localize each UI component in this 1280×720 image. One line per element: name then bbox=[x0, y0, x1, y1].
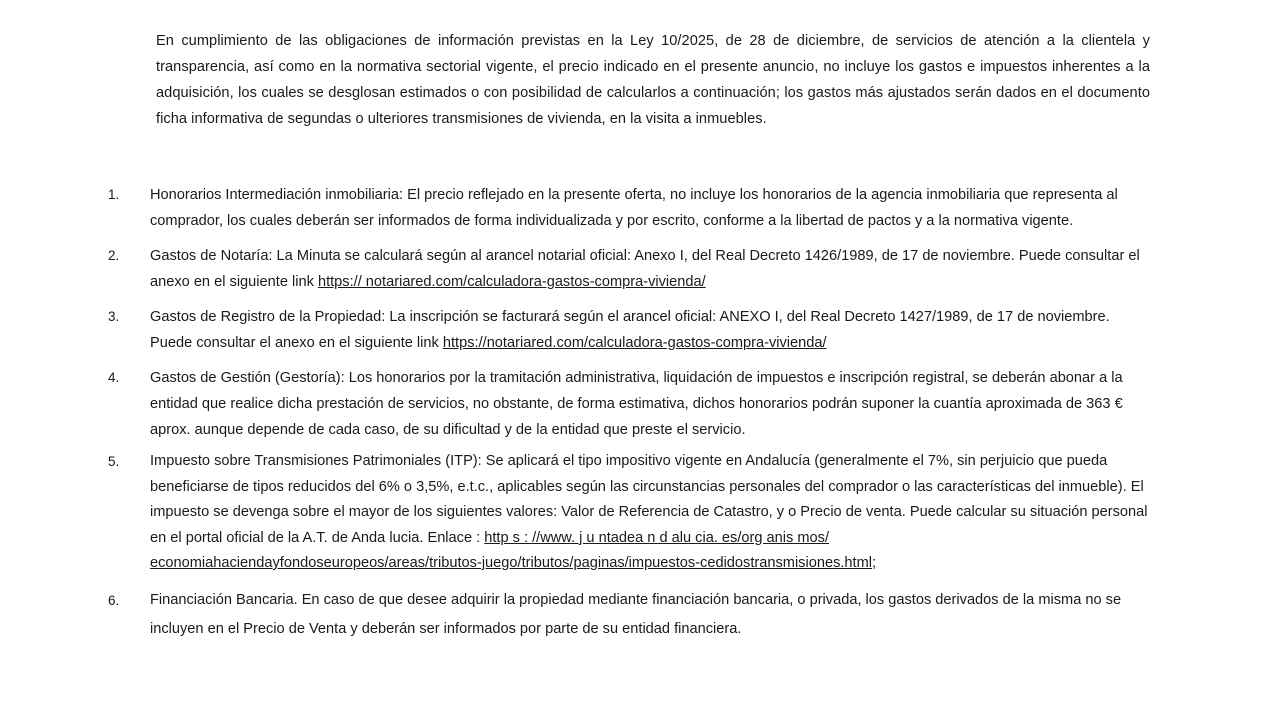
item-text: Financiación Bancaria. En caso de que desee adquirir la propiedad mediante financiación bancaria, o privada, los gastos derivados de la misma no se incluyen en el Precio de Venta y deberán ser informados por parte de su entidad financiera. bbox=[150, 591, 1122, 637]
list-item-property-registry bbox=[108, 304, 1150, 356]
registry-calculator-link[interactable]: https://notariared.com/calculadora-gastos-compra-vivienda/ bbox=[442, 335, 827, 351]
junta-andalucia-link[interactable]: http s : //www. j u ntadea n d alu cia. es/org anis mos/ economiahaciendayfondoseuropeos/areas/tributos-juego/tributos/paginas/impuestos-cedidostransmisiones.html bbox=[150, 529, 872, 571]
list-item-itp-tax bbox=[108, 449, 1150, 577]
expenses-list bbox=[108, 182, 1150, 644]
item-number: 6. bbox=[108, 592, 120, 608]
item-number: 1. bbox=[108, 187, 120, 202]
list-item-bank-financing bbox=[108, 586, 1150, 644]
item-text: Gastos de Registro de la Propiedad: La inscripción se facturará según el arancel oficial: ANEXO I, del Real Decreto 1427/1989, de 17 de noviembre. Puede consultar el anexo en el siguiente link bbox=[150, 309, 1110, 351]
intro-paragraph: En cumplimiento de las obligaciones de información previstas en la Ley 10/2025, de 28 de diciembre, de servicios de atención a la clientela y transparencia, así como en la normativa sectorial vigente, el precio indicado en el presente anuncio, no incluye los gastos e impuestos inherentes a la adquisición, los cuales se desglosan estimados o con posibilidad de calcularlos a continuación; los gastos más ajustados serán dados en el documento ficha informativa de segundas o ulteriores transmisiones de vivienda, en la visita a inmuebles. bbox=[156, 33, 1150, 127]
list-item-notary bbox=[108, 243, 1150, 295]
item-number: 2. bbox=[108, 248, 120, 263]
list-item-agency-fees bbox=[108, 365, 1150, 443]
item-number: 3. bbox=[108, 309, 120, 324]
notary-calculator-link[interactable]: https:// notariared.com/calculadora-gastos-compra-vivienda/ bbox=[317, 274, 706, 290]
item-text: Honorarios Intermediación inmobiliaria: El precio reflejado en la presente oferta, no incluye los honorarios de la agencia inmobiliaria que representa al comprador, los cuales deberán ser informados de forma individualizada y por escrito, conforme a la libertad de pactos y a la normativa vigente. bbox=[150, 187, 1118, 229]
list-item-intermediation bbox=[108, 182, 1150, 234]
item-suffix: ; bbox=[872, 555, 877, 571]
item-text: Gastos de Notaría: La Minuta se calculará según al arancel notarial oficial: Anexo I, del Real Decreto 1426/1989, de 17 de noviembre. Puede consultar el anexo en el siguiente link bbox=[150, 248, 1140, 290]
item-text: Gastos de Gestión (Gestoría): Los honorarios por la tramitación administrativa, liquidación de impuestos e inscripción registral, se deberán abonar a la entidad que realice dicha prestación de servicios, no obstante, de forma estimativa, dichos honorarios podrán suponer la cuantía aproximada de 363 € aprox. aunque depende de cada caso, de su dificultad y de la entidad que preste el servicio. bbox=[150, 370, 1123, 438]
item-text: Impuesto sobre Transmisiones Patrimoniales (ITP): Se aplicará el tipo impositivo vigente en Andalucía (generalmente el 7%, sin perjuicio que pueda beneficiarse de tipos reducidos del 6% o 3,5%, e.t.c., aplicables según las circunstancias personales del comprador o las características del inmueble). El impuesto se devenga sobre el mayor de los siguientes valores: Valor de Referencia de Catastro, y o Precio de venta. Puede calcular su situación personal en el portal oficial de la A.T. de Anda lucia. Enlace : bbox=[150, 453, 1148, 546]
item-number: 4. bbox=[108, 370, 120, 385]
item-number: 5. bbox=[108, 454, 120, 469]
